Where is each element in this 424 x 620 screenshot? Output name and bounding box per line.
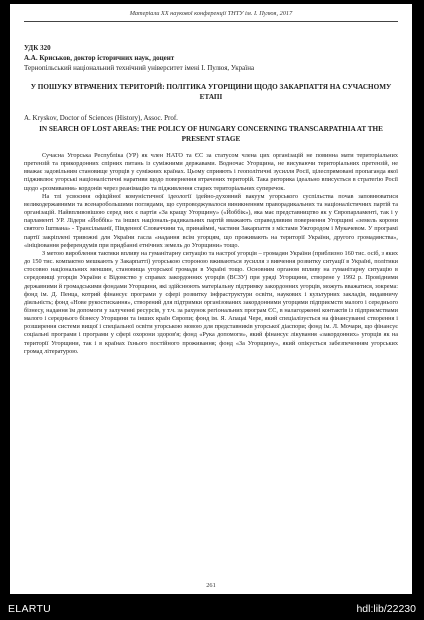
body-paragraph: З метою вироблення тактики впливу на гуманітарну ситуацію та настрої угорців – громадян України (приблизно 160 тис. осіб, з яких до 150 тис. компактно мешкають у Закарпатті) угорською стороною вживаються зусилля з вивчення розвитку ситуації в Україні, політики стосовно національних меншин, становища угорської громади в Україні тощо. Основним органом впливу на гуманітарну ситуацію в середовищі угорців України є Відомство у справах закордонних угорців (ВСЗУ) при уряді Угорщини, створене у 1992 р. Провідними державними й громадськими фондами Угорщини, які здійснюють матеріальну підтримку закордонних угорців, можуть вважатися, зокрема: фонд ім. Д. Пенца, котрий фінансує програми у сфері розвитку інфраструктури освіти, наукових і культурних закладів, видавничу діяльність; фонд «Нове рукостискання», створений для підтримки організованих закордонними угорцями підприємств малого і середнього бізнесу, надання їм допомоги у залученні ресурсів, у т.ч. за рахунок регіональних програм ЄС, в налагодженні контактів із підприємствами малого і середнього бізнесу Угорщини та інших країн Європи; фонд ім. Я. Апацаі Чере, який спеціалізується на фінансуванні створення і розширення системи вищої і спеціальної освіти угорською мовою для представників угорської діаспори; фонд ім. Л. Мочари, що фінансує соціальні програми і програми у сфері охорони здоров'я; фонд «Рука допомоги», який фінансує лікування «закордонних» угорців як на території Угорщини, так і в країнах їхнього постійного проживання; фонд «За Угорщину», який опікується забезпеченням угорських громад літературою.: [24, 249, 398, 355]
body-paragraph: На тлі усвоєння офіційної комуністичної ідеології ідейно-духовний вакуум угорського суспільства почав заповнюватися великодержавними та всенаробольшими поглядами, що супроводжувалося виникненням праворадикальних та націоналістичних партій та організацій. Найвпливовішою серед них є партія «За кращу Угорщину» («Йоббік»), яка має представництво як у Європарламенті, так і у парламенті УР. Лідери «Йоббік» та інших національ-радикальних партій вважають справедливим повернення Угорщині «земель корони святого Іштвана» - Трансільванії, Південної Словаччини та, принаймні, частини Закарпаття з містами Ужгородом і Мукачевом. У програмі партії закріплені тривожні для України гасла «надання всім угорцям, що проживають на території України, другого громадянства», «ініціювання референдумів при придбанні етнічних земель до Угорщини» тощо.: [24, 192, 398, 249]
header-rule: [24, 21, 398, 22]
body-paragraph: Сучасна Угорська Республіка (УР) як член НАТО та ЄС за статусом члена цих організацій не повинна мати територіальних претензій та прикордонних спірних питань із суміжними державами. Водночас Угорщина, не висуваючи територіальних претензій, не вважає задовільним становище угорців у суміжних країнах. Цьому сприяють і геополітичні зусилля Росії, цілеспрямовані пропаганда якої підживлює угорські націоналістичні наративи щодо повернення втрачених територій. Така риторика ідеально вписується в стратегію Росії щодо «розмивання» кордонів через реанімацію та підживлення старих територіальних суперечок.: [24, 152, 398, 192]
udk-code: УДК 320: [24, 44, 51, 52]
author-line: А.А. Криськов, доктор історичних наук, доцент: [24, 54, 175, 62]
repository-label: ELARTU: [8, 603, 52, 615]
page-number: 261: [206, 582, 216, 589]
affiliation: Тернопільський національний технічний університет імені І. Пулюя, Україна: [24, 64, 255, 72]
article-body: [24, 152, 398, 356]
document-page: [10, 4, 412, 594]
running-head: Матеріали XX наукової конференції ТНТУ ім. І. Пулюя, 2017: [129, 10, 293, 17]
title-ukrainian: У ПОШУКУ ВТРАЧЕНИХ ТЕРИТОРІЙ: ПОЛІТИКА УГОРЩИНИ ЩОДО ЗАКАРПАТТЯ НА СУЧАСНОМУ ЕТАПІ: [30, 83, 392, 101]
author-english: A. Kryskov, Doctor of Sciences (History), Assoc. Prof.: [24, 114, 178, 122]
title-english: IN SEARCH OF LOST AREAS: THE POLICY OF HUNGARY CONCERNING TRANSCARPATHIA AT THE PRESENT STAGE: [39, 125, 383, 143]
handle-identifier: hdl:lib/22230: [356, 603, 416, 615]
